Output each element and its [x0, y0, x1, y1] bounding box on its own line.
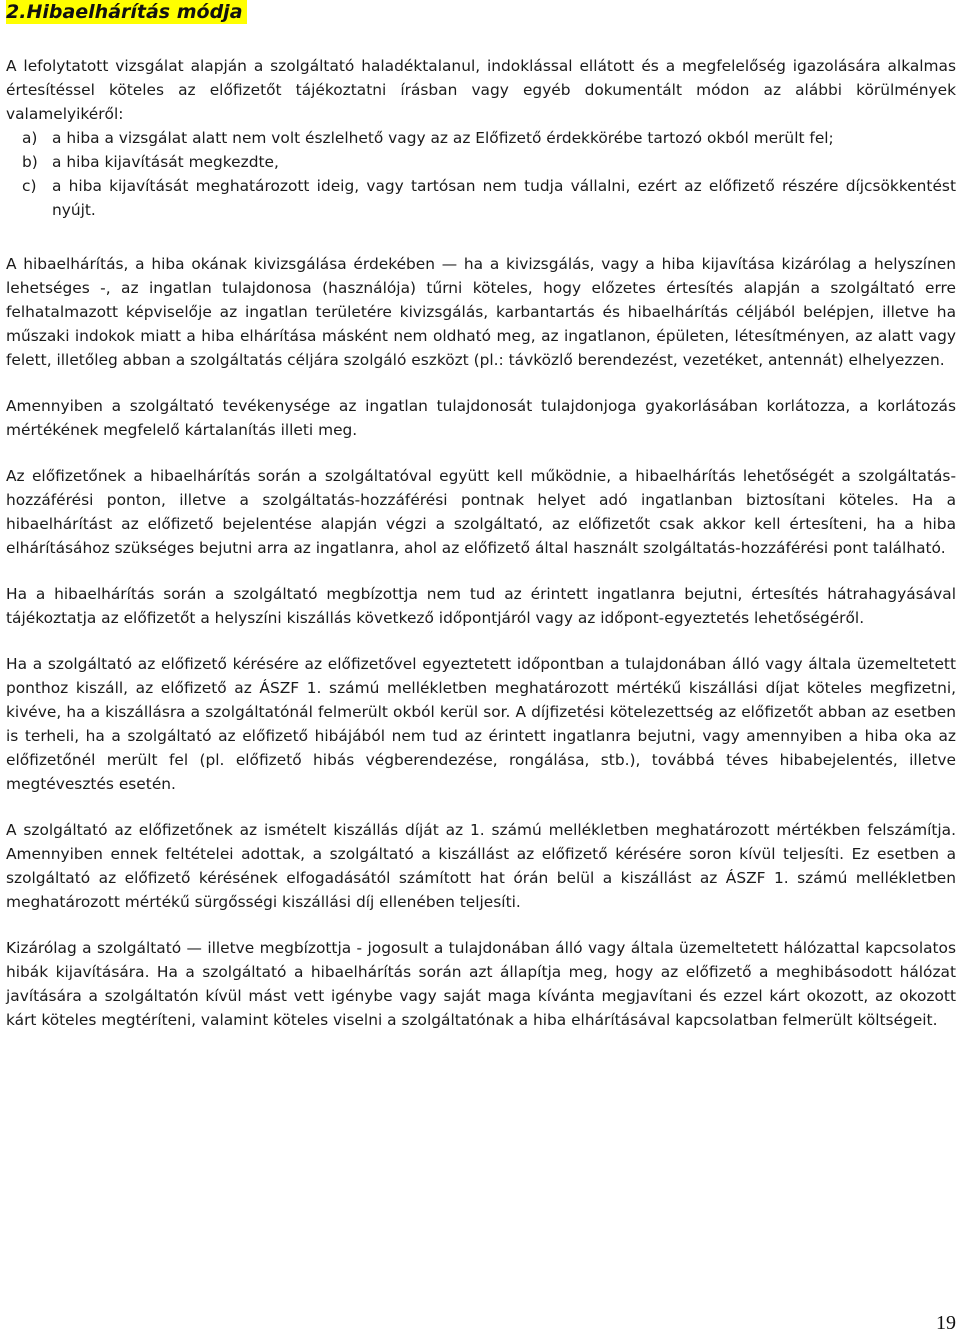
page-number: 19	[936, 1312, 956, 1334]
list-item	[6, 126, 956, 150]
document-page	[6, 0, 956, 1032]
list-item-text: a hiba a vizsgálat alatt nem volt észlelhető vagy az az Előfizető érdekkörébe tartozó okból merült fel;	[52, 129, 834, 147]
paragraph: Az előfizetőnek a hibaelhárítás során a szolgáltatóval együtt kell működnie, a hibaelhárítás lehetőségét a szolgáltatás-hozzáférési ponton, illetve a szolgáltatás-hozzáférési pontnak helyet adó ingatlanban biztosítani köteles. Ha a hibaelhárítást az előfizető bejelentése alapján végzi a szolgáltató, az előfizetőt csak akkor kell értesíteni, ha a hiba elhárításához szükséges bejutni arra az ingatlanra, ahol az előfizető által használt szolgáltatás-hozzáférési pont található.	[6, 467, 956, 557]
paragraph: Kizárólag a szolgáltató — illetve megbízottja - jogosult a tulajdonában álló vagy általa üzemeltetett hálózattal kapcsolatos hibák kijavítására. Ha a szolgáltató a hibaelhárítás során azt állapítja meg, hogy az előfizető a meghibásodott hálózat javítására a szolgáltatón kívül mást vett igénybe vagy saját maga kívánta megjavítani és ezzel kárt okozott, az okozott kárt köteles megtéríteni, valamint köteles viselni a szolgáltatónak a hiba elhárításával kapcsolatban felmerült költségeit.	[6, 939, 956, 1029]
list-marker: a)	[22, 129, 38, 147]
paragraph: A szolgáltató az előfizetőnek az ismételt kiszállás díját az 1. számú mellékletben meghatározott mértékben felszámítja. Amennyiben ennek feltételei adottak, a szolgáltató a kiszállást az előfizető kérésére soron kívül teljesíti. Ez esetben a szolgáltató az előfizető kérésének elfogadásától számított hat órán belül a kiszállást az ÁSZF 1. számú mellékletben meghatározott mértékű sürgősségi kiszállási díj ellenében teljesíti.	[6, 821, 956, 911]
paragraph: Amennyiben a szolgáltató tevékenysége az ingatlan tulajdonosát tulajdonjoga gyakorlásában korlátozza, a korlátozás mértékének megfelelő kártalanítás illeti meg.	[6, 397, 956, 439]
condition-list	[6, 126, 956, 222]
paragraph: Ha a hibaelhárítás során a szolgáltató megbízottja nem tud az érintett ingatlanra bejutni, értesítés hátrahagyásával tájékoztatja az előfizetőt a helyszíni kiszállás következő időpontjáról vagy az időpont-egyeztetés lehetőségéről.	[6, 585, 956, 627]
list-marker: c)	[22, 177, 37, 195]
list-item-text: a hiba kijavítását meghatározott ideig, vagy tartósan nem tudja vállalni, ezért az előfizető részére díjcsökkentést nyújt.	[52, 177, 956, 219]
list-item	[6, 174, 956, 222]
intro-paragraph: A lefolytatott vizsgálat alapján a szolgáltató haladéktalanul, indoklással ellátott és a megfelelőség igazolására alkalmas értesítéssel köteles az előfizetőt tájékoztatni írásban vagy egyéb dokumentált módon az alábbi körülmények valamelyikéről:	[6, 57, 956, 123]
list-item-text: a hiba kijavítását megkezdte,	[52, 153, 279, 171]
paragraph: A hibaelhárítás, a hiba okának kivizsgálása érdekében — ha a kivizsgálás, vagy a hiba kijavítása kizárólag a helyszínen lehetséges -, az ingatlan tulajdonosa (használója) tűrni köteles, hogy előzetes értesítés alapján a szolgáltató erre felhatalmazott képviselője az ingatlan területére kivizsgálás, karbantartás és hibaelhárítás céljából belépjen, illetve ha műszaki indokok miatt a hiba elhárítása másként nem oldható meg, az ingatlanon, épületen, létesítményen, az alatt vagy felett, illetőleg abban a szolgáltatás céljára szolgáló eszközt (pl.: távközlő berendezést, vezetéket, antennát) elhelyezzen.	[6, 255, 956, 369]
list-item	[6, 150, 956, 174]
list-marker: b)	[22, 153, 38, 171]
paragraph: Ha a szolgáltató az előfizető kérésére az előfizetővel egyeztetett időpontban a tulajdonában álló vagy általa üzemeltetett ponthoz kiszáll, az előfizető az ÁSZF 1. számú mellékletben meghatározott mértékű kiszállási díjat köteles megfizetni, kivéve, ha a kiszállásra a szolgáltatónál felmerült okból kerül sor. A díjfizetési kötelezettség az előfizetőt abban az esetben is terheli, ha a szolgáltató az előfizető hibájából nem tud az érintett ingatlanra bejutni, vagy amennyiben a hiba oka az előfizetőnél merült fel (pl. előfizető hibás végberendezése, rongálása, stb.), továbbá téves hibabejelentés, illetve megtévesztés esetén.	[6, 655, 956, 793]
section-heading: 2.Hibaelhárítás módja	[6, 0, 247, 24]
